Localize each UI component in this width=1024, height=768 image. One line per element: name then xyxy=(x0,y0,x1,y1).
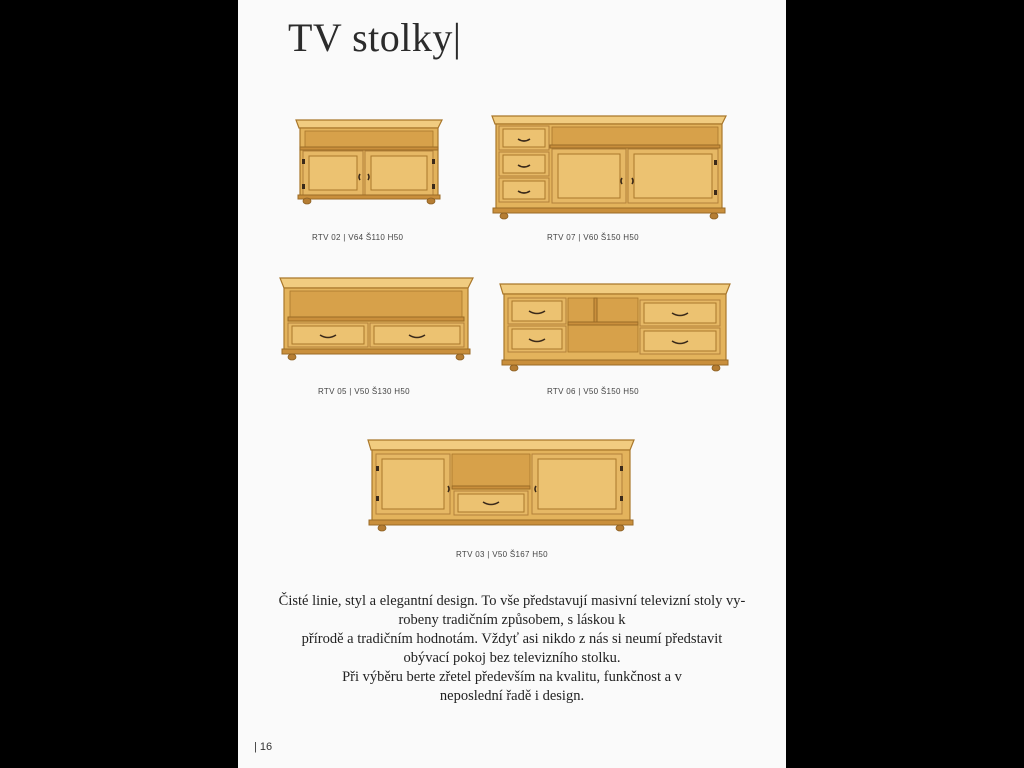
product-image-rtv-02 xyxy=(293,114,453,206)
description-line: přírodě a tradičním hodnotám. Vždyť asi nikdo z nás si neumí představit xyxy=(301,631,723,647)
description-text xyxy=(256,592,768,706)
description-line: neposlední řadě i design. xyxy=(439,688,585,704)
description-line: obývací pokoj bez televizního stolku. xyxy=(403,650,621,666)
description-line: Při výběru berte zřetel především na kvalitu, funkčnost a v xyxy=(342,669,682,685)
product-image-rtv-06 xyxy=(498,282,734,374)
page-title: TV stolky| xyxy=(288,15,462,60)
product-caption: RTV 06 | V50 Š150 H50 xyxy=(547,387,639,396)
product-caption: RTV 03 | V50 Š167 H50 xyxy=(456,550,548,559)
product-caption: RTV 02 | V64 Š110 H50 xyxy=(312,233,404,242)
product-image-rtv-03 xyxy=(366,436,638,536)
product-image-rtv-05 xyxy=(278,276,476,366)
product-image-rtv-07 xyxy=(490,112,730,224)
catalog-page xyxy=(238,0,786,768)
product-caption: RTV 05 | V50 Š130 H50 xyxy=(318,387,410,396)
product-caption: RTV 07 | V60 Š150 H50 xyxy=(547,233,639,242)
description-line: robeny tradičním způsobem, s láskou k xyxy=(398,612,626,628)
description-line: Čisté linie, styl a elegantní design. To vše představují masivní televizní stoly vy- xyxy=(278,593,746,609)
page-number: | 16 xyxy=(254,741,273,753)
